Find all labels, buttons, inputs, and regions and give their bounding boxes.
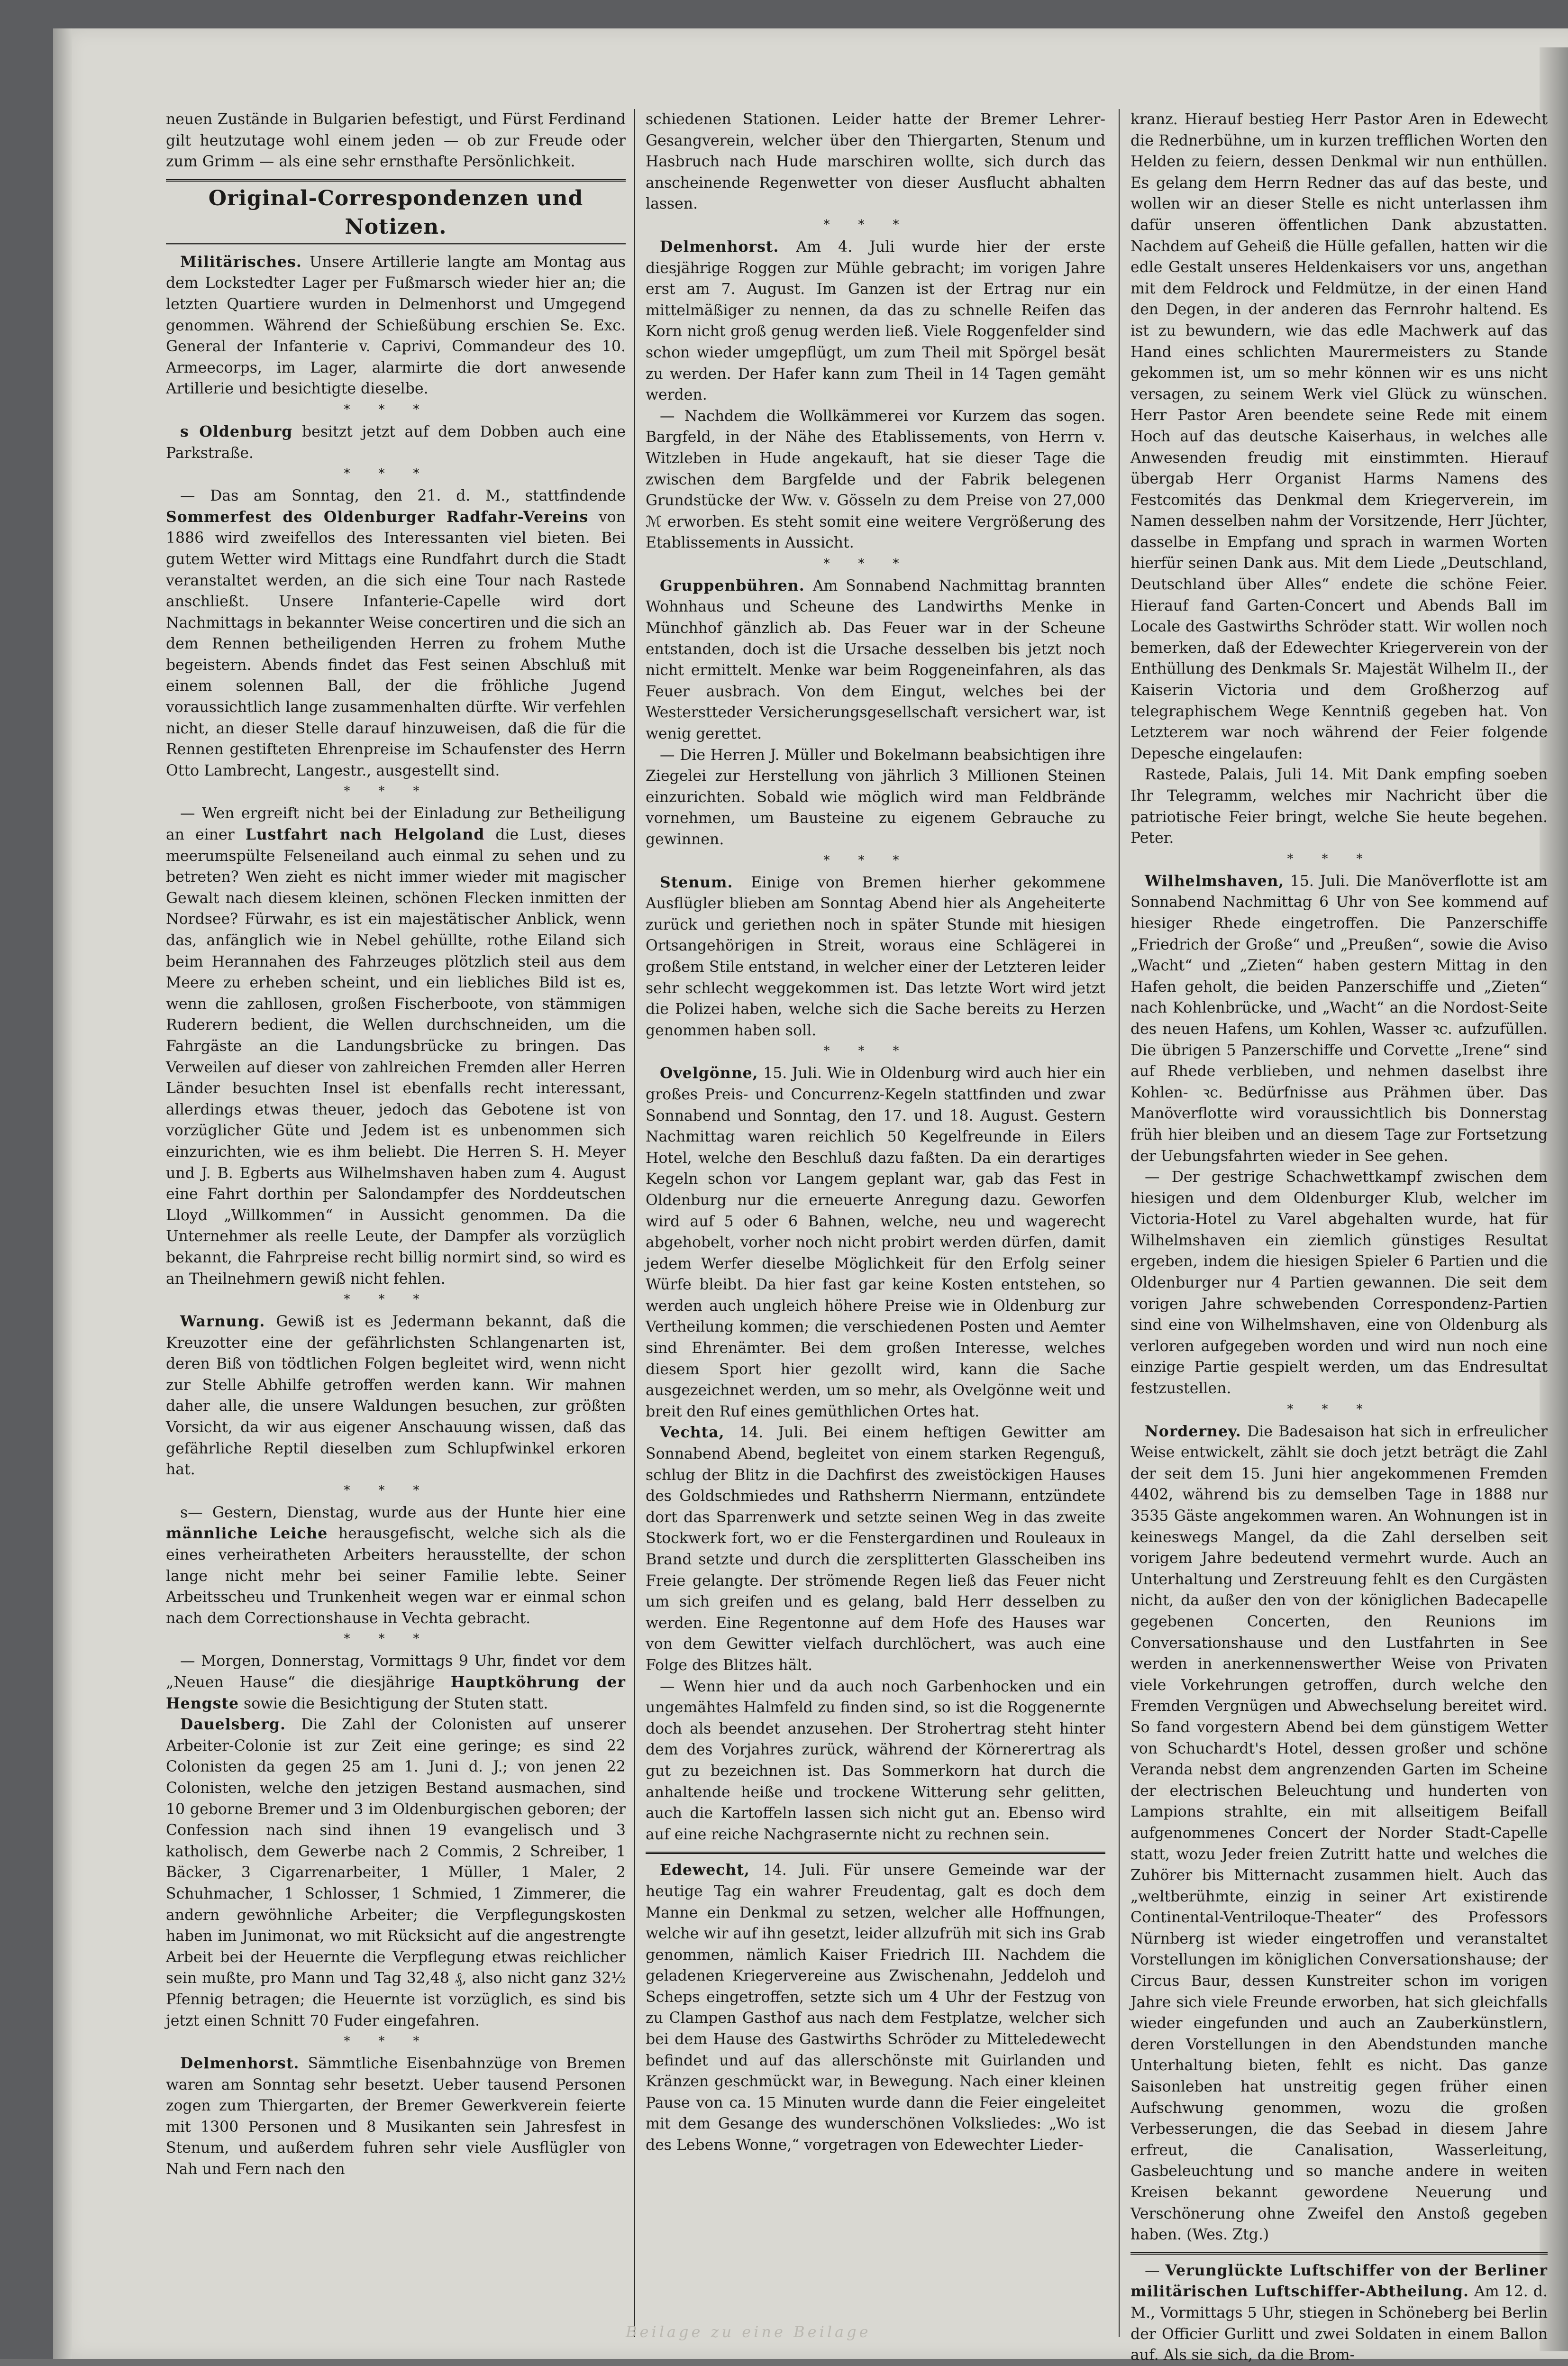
article-divider — [646, 1852, 1105, 1854]
article-wilhelmshaven: Wilhelmshaven, 15. Juli. Die Manöverflotte ist am Sonnabend Nachmittag 6 Uhr von See kommend auf hiesiger Rhede eingetroffen. Die Panzerschiffe „Friedrich der Große“ und „Preußen“, sowie die Aviso „Wacht“ und „Zieten“ haben gestern Mittag in den Hafen geholt, die beiden Panzerschiffe und „Zieten“ nach Kohlenbrücke, und „Wacht“ an die Nordost-Seite des neuen Hafens, um Kohlen, Wasser ꝛc. aufzufüllen. Die übrigen 5 Panzerschiffe und Corvette „Irene“ sind auf Rhede verblieben, und nehmen daselbst ihre Kohlen- ꝛc. Bedürfnisse aus Prähmen über. Das Manöverflotte wird voraussichtlich bis Donnerstag früh hier bleiben und an diesem Tage zur Fortsetzung der Uebungsfahrten wieder in See gehen. — [1130, 872, 1548, 1165]
article-helgoland: — Wen ergreift nicht bei der Einladung zur Betheiligung an einer Lustfahrt nach Helgoland die Lust, dieses meerumspülte Felseneiland auch einmal zu sehen und zu betreten? Wen zieht es nicht immer wieder mit magischer Gewalt nach diesem kleinen, schönen Flecken inmitten der Nordsee? Fürwahr, es ist ein majestätischer Anblick, wenn das, anfänglich wie in Nebel gehüllte, rothe Eiland sich beim Herannahen des Fahrzeuges plötzlich steil aus dem Meere zu erheben scheint, und ein liebliches Bild ist es, wenn die zahllosen, großen Fischerboote, von stämmigen Ruderern bedient, die Wellen durchschneiden, um die Fahrgäste an die Landungsbrücke zu bringen. Das Verweilen auf dieser von zahlreichen Fremden aller Herren Länder besuchten Insel ist ebenfalls recht interessant, allerdings etwas theuer, jedoch das Gebotene ist von vorzüglicher Güte und Jedem ist es unbenommen sich einzurichten, wie es ihm beliebt. Die Herren S. H. Meyer und J. B. Egberts aus Wilhelmshaven haben zum 4. August eine Fahrt dorthin per Salondampfer des Norddeutschen Lloyd „Willkommen“ in Aussicht genommen. Da die Unternehmer als reelle Leute, der Dampfer als vorzüglich bekannt, die Fahrpreise recht billig normirt sind, so wird es an Theilnehmern gewiß nicht fehlen. — [166, 805, 626, 1288]
separator-stars: *** — [823, 217, 928, 232]
article-roggenernte: — Wenn hier und da auch noch Garbenhocken und ein ungemähtes Halmfeld zu finden sind, so ist die Roggenernte doch als beendet anzusehen. Der Strohertrag steht hinter dem des Vorjahres zurück, während der Körnerertrag als gut zu bezeichnen ist. Das Sommerkorn hat durch die anhaltende heiße und trockene Witterung sehr gelitten, auch die Kartoffeln lassen sich nicht gut an. Ebenso wird auf eine reiche Nachgrasernte nicht zu rechnen sein. — [646, 1678, 1105, 1843]
article-continuation: schiedenen Stationen. Leider hatte der Bremer Lehrer-Gesangverein, welcher über den Thiergarten, Stenum und Hasbruch nach Hude marschiren wollte, sich durch das anscheinende Regenwetter von dieser Ausflucht abhalten lassen. — [646, 111, 1105, 213]
bleed-through-text: Beilage zu eine Beilage — [626, 2323, 871, 2341]
separator-stars: *** — [1287, 851, 1391, 866]
article-stenum: Stenum. Einige von Bremen hierher gekommene Ausflügler blieben am Sonntag Abend hier als Angeheiterte zurück und geriethen noch in später Stunde mit hiesigen Ortsangehörigen in Streit, woraus eine Schlägerei in großem Stile entstand, in welcher einer der Letzteren leider sehr schlecht weggekommen ist. Das letzte Wort wird jetzt die Polizei haben, welche sich die Sache bereits zu Herzen genommen haben soll. — [646, 873, 1105, 1039]
article-ovelgoenne: Ovelgönne, 15. Juli. Wie in Oldenburg wird auch hier ein großes Preis- und Concurrenz-Kegeln stattfinden und zwar Sonnabend und Sonntag, den 17. und 18. August. Gestern Nachmittag waren reichlich 50 Kegelfreunde in Eilers Hotel, welche den Beschluß dazu faßten. Da ein derartiges Kegeln schon vor Langem geplant war, gab das Fest in Oldenburg nur die erneuerte Anregung dazu. Geworfen wird auf 5 oder 6 Bahnen, welche, neu und wagerecht abgehobelt, vorher noch nicht probirt werden dürfen, damit jedem Werfer dieselbe Möglichkeit für den Erfolg seiner Würfe bleibt. Da hier fast gar keine Kosten entstehen, so werden auch ungleich höhere Preise wie in Oldenburg zur Vertheilung kommen; die verschiedenen Posten und Aemter sind Ehrenämter. Bei dem großen Interesse, welches diesem Sport hier gezollt wird, kann die Sache ausgezeichnet werden, um so mehr, als Ovelgönne weit und breit den Ruf eines gemüthlichen Ortes hat. — [646, 1064, 1105, 1420]
column-3 — [1130, 109, 1548, 2366]
separator-stars: *** — [1287, 1402, 1391, 1416]
article-hengstkoehrung: — Morgen, Donnerstag, Vormittags 9 Uhr, findet vor dem „Neuen Hause“ die diesjährige Hauptköhrung der Hengste sowie die Besichtigung der Stuten statt. — [166, 1653, 626, 1712]
separator-stars: *** — [344, 1292, 448, 1307]
separator-stars: *** — [344, 1632, 448, 1646]
article-norderney: Norderney. Die Badesaison hat sich in erfreulicher Weise entwickelt, zählt sie doch jetzt beträgt die Zahl der seit dem 15. Juni hier angekommenen Fremden 4402, während bis zu demselben Tage in 1888 nur 3535 Gäste angekommen waren. An Wohnungen ist in keineswegs Mangel, da die Zahl derselben seit vorigem Jahre bedeutend vermehrt wurde. Auch an Unterhaltung und Zerstreuung fehlt es den Curgästen nicht, da außer den von der königlichen Badecapelle gegebenen Concerten, den Reunions im Conversationshause und den Lustfahrten in See werden in anerkennenswerther Weise von Privaten viele Vorkehrungen getroffen, durch welche den Fremden Vergnügen und Abwechselung bereitet wird. So fand vorgestern Abend bei dem günstigem Wetter von Schuchardt's Hotel, dessen großer und schöne Veranda nebst dem angrenzenden Garten im Scheine der electrischen Beleuchtung und hunderten von Lampions strahlte, ein mit allseitigem Beifall aufgenommenes Concert der Norder Stadt-Capelle statt, wozu Jeder freien Zutritt hatte und welches die Zuhörer bis Mitternacht zusammen hielt. Auch das „weltberühmte, einzig in seiner Art existirende Continental-Ventriloque-Theater“ des Professors Nürnberg ist wieder eingetroffen und veranstaltet Vorstellungen im königlichen Conversationshause; der Circus Baur, dessen Kunstreiter schon im vorigen Jahre sich viele Freunde erworben, hat sich gleichfalls wieder eingefunden und auch an Zauberkünstlern, deren Vorstellungen in den Abendstunden manche Unterhaltung bieten, fehlt es nicht. Das ganze Saisonleben hat unstreitig gegen früher einen Aufschwung genommen, wozu die großen Verbesserungen, die das Seebad in diesem Jahre erfreut, die Canalisation, Wasserleitung, Gasbeleuchtung und so manche andere in weiten Kreisen bekannt gewordene Neuerung und Verschönerung ohne Zweifel den Anstoß gegeben haben. (Wes. Ztg.) — [1130, 1422, 1548, 2244]
article-vechta: Vechta, 14. Juli. Bei einem heftigen Gewitter am Sonnabend Abend, begleitet von einem starken Regenguß, schlug der Blitz in die Dachfirst des zweistöckigen Hauses des Goldschmiedes und Rathsherrn Niermann, entzündete dort das Sparrenwerk und setzte seinen Weg in das zweite Stockwerk fort, wo er die Fenstergardinen und Rouleaux in Brand setzte und durch die zersplitterten Glasscheiben ins Freie gelangte. Der strömende Regen ließ das Feuer nicht um sich greifen und es gelang, bald Herr desselben zu werden. Eine Regentonne auf dem Hofe des Hauses war von dem Gewitter vielfach durchlöchert, was auch eine Folge des Blitzes hält. — [646, 1424, 1105, 1674]
separator-stars: *** — [823, 853, 928, 868]
article-gruppenbuehren: Gruppenbühren. Am Sonnabend Nachmittag brannten Wohnhaus und Scheune des Landwirths Menke in Münchhof gänzlich ab. Das Feuer war in der Scheune entstanden, doch ist die Ursache desselben bis jetzt noch nicht ermittelt. Menke war beim Roggeneinfahren, als das Feuer ausbrach. Von dem Eingut, welches bei der Westerstteder Versicherungsgesellschaft versichert war, ist wenig gerettet. — [646, 576, 1105, 743]
article-divider — [1130, 2252, 1548, 2255]
article-edewecht-continuation: kranz. Hierauf bestieg Herr Pastor Aren in Edewecht die Rednerbühne, um in kurzen trefflichen Worten den Helden zu feiern, dessen Denkmal wir nun enthüllen. Es gelang dem Herrn Redner das auf das beste, und wollen wir an dieser Stelle es nicht unterlassen ihm dafür unseren öffentlichen Dank abzustatten. Nachdem auf Geheiß die Hülle gefallen, hatten wir die edle Gestalt unseres Heldenkaisers vor uns, angethan mit dem Feldrock und Feldmütze, in der einen Hand den Degen, in der anderen das Fernrohr haltend. Es ist zu bewundern, wie das edle Machwerk auf das Hand eines schlichten Maurermeisters zu Stande gekommen ist, um so mehr können wir es uns nicht versagen, zu seinem Werk viel Glück zu wünschen. Herr Pastor Aren beendete seine Rede mit einem Hoch auf das deutsche Kaiserhaus, in welches alle Anwesenden freudig mit einstimmten. Hierauf übergab Herr Organist Harms Namens des Festcomités das Denkmal dem Kriegerverein, im Namen desselben nahm der Vorsitzende, Herr Jüchter, dasselbe in Empfang und sprach in warmen Worten hierfür seinen Dank aus. Mit dem Liede „Deutschland, Deutschland über Alles“ endete die schöne Feier. Hierauf fand Garten-Concert und Abends Ball im Locale des Gastwirths Schröder statt. Wir wollen noch bemerken, daß der Edewechter Kriegerverein von der Enthüllung des Denkmals Sr. Majestät Wilhelm II., der Kaiserin Victoria und dem Großherzog auf telegraphischem Wege Kenntniß gegeben hat. Von Letzterem war noch während der Feier folgende Depesche eingelaufen: — [1130, 111, 1548, 762]
column-rule-2 — [1119, 109, 1120, 2337]
separator-stars: *** — [344, 2034, 448, 2049]
article-leiche: s— Gestern, Dienstag, wurde aus der Hunte hier eine männliche Leiche herausgefischt, welche sich als die eines verheiratheten Arbeiters herausstellte, der schon lange nicht mehr bei seiner Familie lebte. Seiner Arbeitsscheu und Trunkenheit wegen war er einmal schon nach dem Correctionshause in Vechta gebracht. — [166, 1504, 626, 1627]
article-edewecht: Edewecht, 14. Juli. Für unsere Gemeinde war der heutige Tag ein wahrer Freudentag, galt es doch dem Manne ein Denkmal zu setzen, welcher alle Hoffnungen, welche wir auf ihn gesetzt, leider allzufrüh mit sich ins Grab genommen, nämlich Kaiser Friedrich III. Nachdem die geladenen Kriegervereine aus Zwischenahn, Jeddeloh und Scheps eingetroffen, setzte sich um 4 Uhr der Festzug von zu Clampen Gasthof aus nach dem Festplatze, welcher sich bei dem Hause des Gastwirths Schröder zu Mitteledewecht befindet und auf das allerschönste mit Guirlanden und Kränzen geschmückt war, in Bewegung. Nach einer kleinen Pause von ca. 15 Minuten wurde dann die Feier eingeleitet mit dem Gesange des wunderschönen Volksliedes: „Wo ist des Lebens Wonne,“ vorgetragen von Edewechter Lieder- — [646, 1861, 1105, 2154]
intro-paragraph: neuen Zustände in Bulgarien befestigt, und Fürst Ferdinand gilt heutzutage wohl einem jeden — ob zur Freude oder zum Grimm — als eine sehr ernsthafte Persönlichkeit. — [166, 111, 626, 171]
article-schachwettkampf: — Der gestrige Schachwettkampf zwischen dem hiesigen und dem Oldenburger Klub, welcher im Victoria-Hotel zu Varel abgehalten wurde, hat für Wilhelmshaven ein ziemlich günstiges Resultat ergeben, indem die hiesigen Spieler 6 Partien und die Oldenburger nur 4 Partien gewannen. Die seit dem vorigen Jahre schwebenden Correspondenz-Partien sind eine von Wilhelmshaven, eine von Oldenburg als verloren aufgegeben worden und wird nun noch eine einzige Partie gespielt werden, um das Endresultat festzustellen. — [1130, 1169, 1548, 1398]
separator-stars: *** — [823, 1044, 928, 1059]
separator-stars: *** — [344, 466, 448, 481]
article-oldenburg-parkstrasse: s Oldenburg besitzt jetzt auf dem Dobben auch eine Parkstraße. — [166, 422, 626, 462]
separator-stars: *** — [344, 1483, 448, 1498]
page-gutter-shadow — [53, 28, 72, 2359]
article-wollkaemmerei: — Nachdem die Wollkämmerei vor Kurzem das sogen. Bargfeld, in der Nähe des Etablissements, von Herrn v. Witzleben in Hude angekauft, hat sie dieser Tage die zwischen dem Bargfelde und der Fabrik belegenen Grundstücke der Ww. v. Gösseln zu dem Preise von 27,000 ℳ erworben. Es steht somit eine weitere Vergrößerung des Etablissements in Aussicht. — [646, 407, 1105, 552]
separator-stars: *** — [344, 784, 448, 799]
section-heading: Original-Correspondenzen und Notizen. — [166, 179, 626, 245]
separator-stars: *** — [823, 556, 928, 571]
telegram-depesche: Rastede, Palais, Juli 14. Mit Dank empfing soeben Ihr Telegramm, welches mir Nachricht über die patriotische Feier bringt, welche Sie heute begehen. Peter. — [1130, 766, 1548, 847]
column-rule-1 — [634, 109, 635, 2337]
article-ziegelei: — Die Herren J. Müller und Bokelmann beabsichtigen ihre Ziegelei zur Herstellung von jährlich 3 Millionen Steinen einzurichten. Sobald wie möglich wird man Feldbrände vornehmen, um Bausteine zu eigenem Gebrauche zu gewinnen. — [646, 746, 1105, 848]
article-luftschiffer: — Verunglückte Luftschiffer von der Berliner militärischen Luftschiffer-Abtheilung. Am 12. d. M., Vormittags 5 Uhr, stiegen in Schöneberg bei Berlin der Officier Gurlitt und zwei Soldaten in einem Ballon auf. Als sie sich, da die Brom- — [1130, 2261, 1548, 2364]
column-2 — [646, 109, 1105, 2156]
article-warnung: Warnung. Gewiß ist es Jedermann bekannt, daß die Kreuzotter eine der gefährlichsten Schlangenarten ist, deren Biß von tödtlichen Folgen begleitet wird, wenn nicht zur Stelle Abhilfe getroffen werden kann. Wir mahnen daher alle, die unsere Waldungen besuchen, zur größten Vorsicht, da wir aus eigener Anschauung wissen, daß das gefährliche Reptil dieselben zum Schlupfwinkel erkoren hat. — [166, 1313, 626, 1479]
article-militaerisches: Militärisches. Unsere Artillerie langte am Montag aus dem Lockstedter Lager per Fußmarsch wieder hier an; die letzten Quartiere wurden in Delmenhorst und Umgegend genommen. Während der Schießübung erschien Se. Exc. General der Infanterie v. Caprivi, Commandeur des 10. Armeecorps, im Lager, alarmirte die dort anwesende Artillerie und besichtigte dieselbe. — [166, 253, 626, 398]
article-dauelsberg: Dauelsberg. Die Zahl der Colonisten auf unserer Arbeiter-Colonie ist zur Zeit eine geringe; es sind 22 Colonisten da gegen 25 am 1. Juni d. J.; von jenen 22 Colonisten, welche den jetzigen Bestand ausmachen, sind 10 geborne Bremer und 3 im Oldenburgischen geboren; der Confession nach sind ihnen 19 evangelisch und 3 katholisch, dem Gewerbe nach 2 Commis, 2 Schreiber, 1 Bäcker, 3 Cigarrenarbeiter, 1 Müller, 1 Maler, 2 Schuhmacher, 1 Schlosser, 1 Schmied, 1 Zimmerer, die andern gewöhnliche Arbeiter; die Verpflegungskosten haben im Junimonat, wo mit Rücksicht auf die angestrengte Arbeit bei der Heuernte die Verpflegung etwas reichlicher sein mußte, pro Mann und Tag 32,48 ₰, also nicht ganz 32½ Pfennig betragen; die Heuernte ist vorzüglich, es sind bis jetzt einen Schnitt 70 Fuder eingefahren. — [166, 1716, 626, 2029]
article-delmenhorst-eisenbahn: Delmenhorst. Sämmtliche Eisenbahnzüge von Bremen waren am Sonntag sehr besetzt. Ueber tausend Personen zogen zum Thiergarten, der Bremer Gewerkverein feierte mit 1300 Personen und 8 Musikanten sein Jahresfest in Stenum, und außerdem fuhren sehr viele Ausflügler von Nah und Fern nach den — [166, 2055, 626, 2178]
column-1 — [166, 109, 626, 2180]
article-radfahrverein: — Das am Sonntag, den 21. d. M., stattfindende Sommerfest des Oldenburger Radfahr-Vereins von 1886 wird zweifellos des Interessanten viel bieten. Bei gutem Wetter wird Mittags eine Rundfahrt durch die Stadt veranstaltet werden, an die sich eine Tour nach Rastede anschließt. Unsere Infanterie-Capelle wird dort Nachmittags in bekannter Weise concertiren und die sich an dem Rennen betheiligenden Herren zu frohem Muthe begeistern. Abends findet das Fest seinen Abschluß mit einem solennen Ball, der die fröhliche Jugend voraussichtlich lange zusammenhalten dürfte. Wir verfehlen nicht, an dieser Stelle darauf hinzuweisen, daß die für die Rennen gestifteten Ehrenpreise im Schaufenster des Herrn Otto Lambrecht, Langestr., ausgestellt sind. — [166, 487, 626, 779]
separator-stars: *** — [344, 402, 448, 417]
article-delmenhorst-roggen: Delmenhorst. Am 4. Juli wurde hier der erste diesjährige Roggen zur Mühle gebracht; im vorigen Jahre erst am 7. August. Im Ganzen ist der Ertrag nur ein mittelmäßiger zu nennen, da das zu schnelle Reifen das Korn nicht groß genug werden ließ. Viele Roggenfelder sind schon wieder umgepflügt, um zum Theil mit Spörgel besät zu werden. Der Hafer kann zum Theil in 14 Tagen gemäht werden. — [646, 238, 1105, 404]
